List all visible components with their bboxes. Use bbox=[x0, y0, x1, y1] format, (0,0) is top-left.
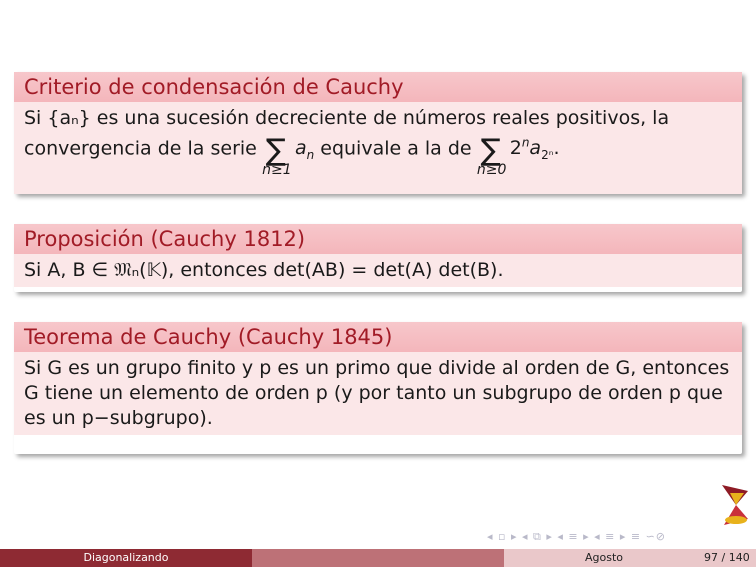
body-text: convergencia de la serie bbox=[24, 137, 257, 160]
footer-right bbox=[504, 549, 756, 567]
math-term: $2^na_{2^n}$. bbox=[509, 136, 560, 163]
beamer-navigation-controls[interactable]: ◂ ▫ ▸ ◂ ⧉ ▸ ◂ ≡ ▸ ◂ ≡ ▸ ≡ ∽⊘ bbox=[487, 530, 667, 543]
sum-symbol: ∑ n≥0 bbox=[478, 132, 504, 161]
block-body: Si A, B ∈ 𝔐ₙ(𝕂), entonces det(AB) = det(A) det(B). bbox=[14, 254, 742, 287]
body-line: Si G es un grupo finito y p es un primo que divide al orden de G, entonces bbox=[24, 357, 730, 379]
block-body bbox=[14, 102, 742, 194]
footer-middle bbox=[252, 549, 504, 567]
block-theorem bbox=[14, 322, 742, 454]
math-term: $a_n$ bbox=[294, 137, 315, 163]
block-title: Teorema de Cauchy (Cauchy 1845) bbox=[14, 322, 742, 352]
block-title: Criterio de condensación de Cauchy bbox=[14, 72, 742, 102]
block-proposition bbox=[14, 224, 742, 292]
footer-bar bbox=[0, 549, 756, 567]
block-body bbox=[14, 352, 742, 435]
body-text: equivale a la de bbox=[320, 137, 472, 160]
sum-index: n≥0 bbox=[476, 162, 507, 179]
body-line-1: Si {aₙ} es una sucesión decreciente de números reales positivos, la bbox=[24, 107, 670, 129]
block-title: Proposición (Cauchy 1812) bbox=[14, 224, 742, 254]
block-cauchy-condensation bbox=[14, 72, 742, 194]
footer-title: Diagonalizando bbox=[0, 549, 252, 567]
footer-page-number: 97 / 140 bbox=[704, 551, 750, 564]
body-line: G tiene un elemento de orden p (y por tanto un subgrupo de orden p que bbox=[24, 382, 723, 404]
hourglass-logo-icon bbox=[720, 483, 750, 527]
sum-index: n≥1 bbox=[262, 162, 292, 179]
footer-date: Agosto bbox=[584, 551, 623, 564]
body-line: es un p−subgrupo). bbox=[24, 407, 213, 429]
body-line-2 bbox=[24, 131, 732, 179]
sum-symbol: ∑ n≥1 bbox=[263, 132, 289, 161]
